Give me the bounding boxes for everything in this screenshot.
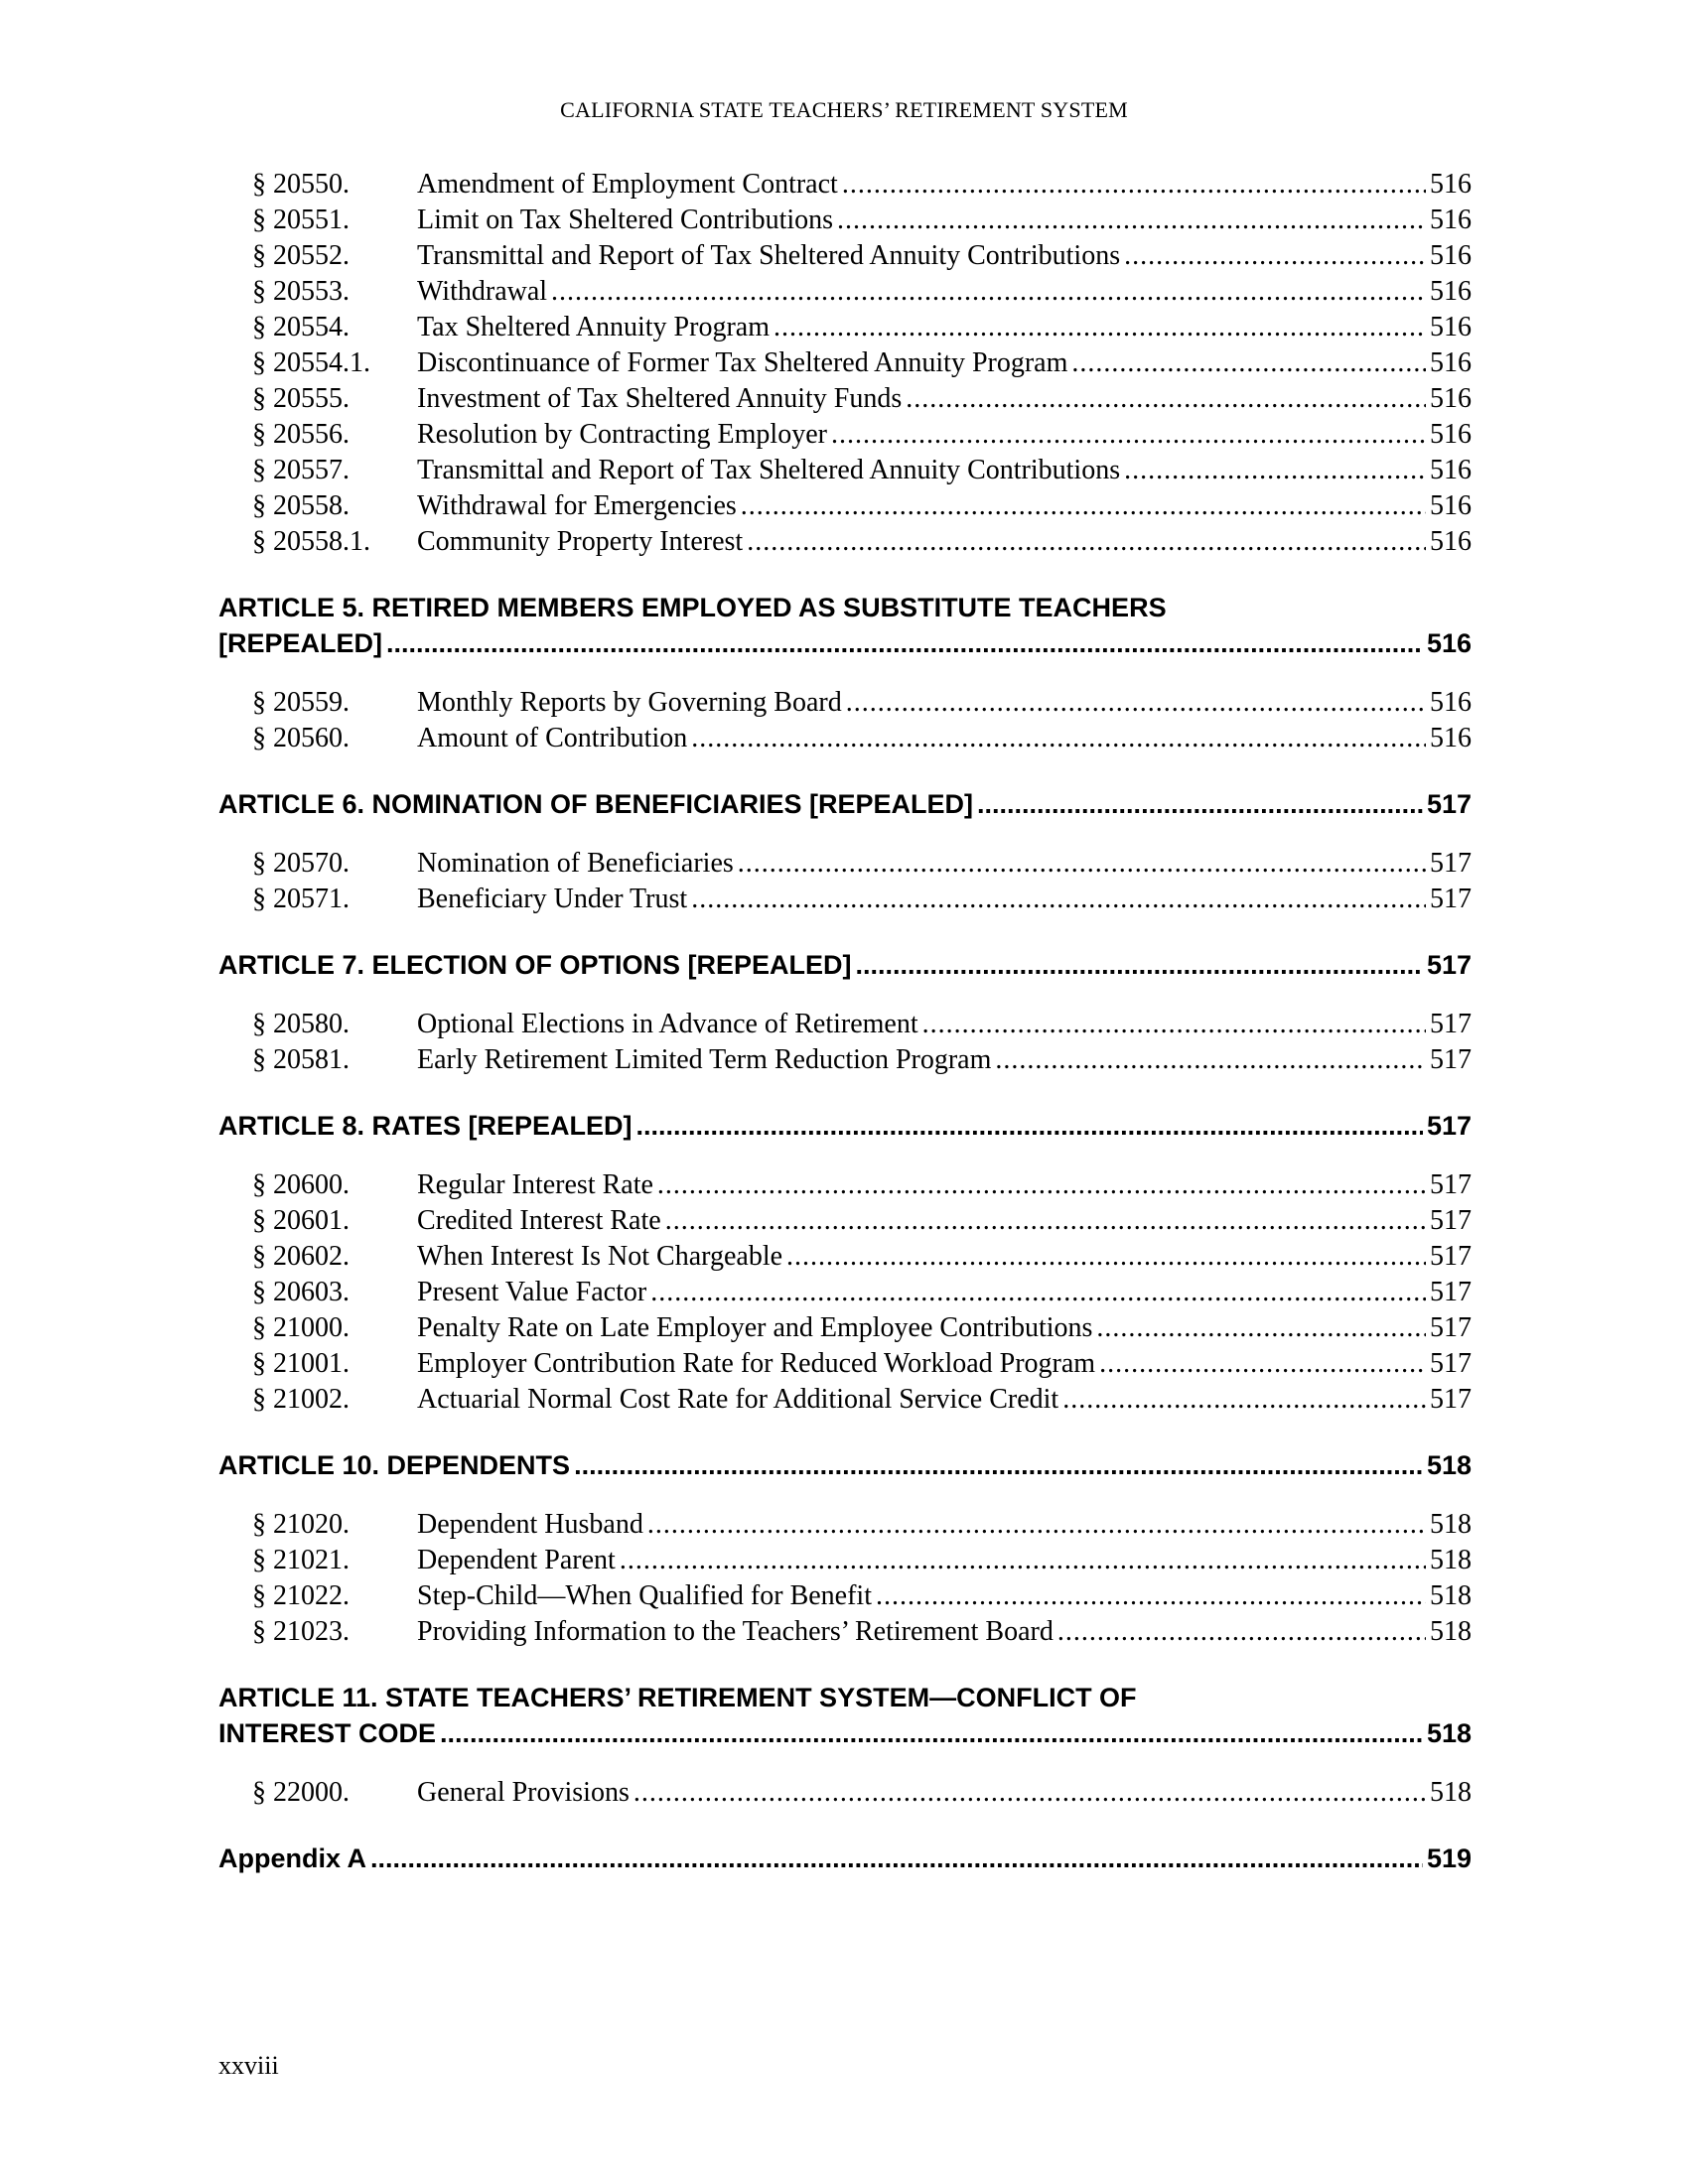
toc-section-entry[interactable]	[218, 882, 1472, 917]
toc-section-entry[interactable]	[218, 524, 1472, 560]
section-title: Dependent Husband	[417, 1509, 643, 1540]
section-number: § 22000.	[252, 1777, 350, 1808]
section-title: Present Value Factor	[417, 1277, 647, 1307]
toc-section-entry[interactable]	[218, 1239, 1472, 1275]
article-title: INTEREST CODE	[218, 1718, 437, 1748]
dot-leader	[551, 274, 1426, 310]
dot-leader	[977, 786, 1423, 822]
section-number: § 21020.	[252, 1509, 350, 1540]
section-title: Regular Interest Rate	[417, 1169, 653, 1200]
toc-section-entry[interactable]	[218, 345, 1472, 381]
section-number: § 21001.	[252, 1348, 350, 1379]
toc-section-entry[interactable]	[218, 1382, 1472, 1418]
article-title-row	[218, 1715, 1472, 1751]
dot-leader	[741, 488, 1426, 524]
dot-leader	[647, 1507, 1426, 1543]
section-title: Discontinuance of Former Tax Sheltered Annuity Program	[417, 347, 1068, 378]
section-number: § 20555.	[252, 383, 350, 414]
section-group	[218, 685, 1472, 756]
toc-section-entry[interactable]	[218, 1167, 1472, 1203]
section-page-number: 516	[1430, 383, 1472, 414]
section-page-number: 516	[1430, 687, 1472, 718]
toc-article-entry[interactable]	[218, 786, 1472, 822]
article-title: ARTICLE 6. NOMINATION OF BENEFICIARIES [REPEALED]	[218, 789, 974, 819]
toc-section-entry[interactable]	[218, 274, 1472, 310]
article-title-row	[218, 1841, 1472, 1876]
section-number: § 20554.	[252, 312, 350, 342]
section-title: Transmittal and Report of Tax Sheltered Annuity Contributions	[417, 240, 1121, 271]
running-header: CALIFORNIA STATE TEACHERS’ RETIREMENT SYSTEM	[560, 97, 1128, 122]
article-title-row	[218, 947, 1472, 983]
dot-leader	[747, 524, 1426, 560]
dot-leader	[1124, 238, 1426, 274]
section-number: § 20571.	[252, 884, 350, 914]
dot-leader	[786, 1239, 1426, 1275]
article-title-line: ARTICLE 5. RETIRED MEMBERS EMPLOYED AS SUBSTITUTE TEACHERS	[218, 593, 1167, 622]
article-page-number: 517	[1426, 950, 1472, 980]
section-page-number: 517	[1430, 1009, 1472, 1039]
article-title-row	[218, 625, 1472, 661]
section-page-number: 517	[1430, 1348, 1472, 1379]
section-title: Nomination of Beneficiaries	[417, 848, 734, 879]
section-number: § 20551.	[252, 205, 350, 235]
toc-section-entry[interactable]	[218, 453, 1472, 488]
section-number: § 20600.	[252, 1169, 350, 1200]
section-title: Monthly Reports by Governing Board	[417, 687, 842, 718]
section-number: § 20552.	[252, 240, 350, 271]
article-title-row	[218, 1108, 1472, 1144]
section-page-number: 518	[1430, 1616, 1472, 1647]
dot-leader	[876, 1578, 1426, 1614]
dot-leader	[1062, 1382, 1426, 1418]
dot-leader	[691, 882, 1426, 917]
dot-leader	[1096, 1310, 1426, 1346]
section-page-number: 516	[1430, 169, 1472, 200]
section-title: Investment of Tax Sheltered Annuity Funds	[417, 383, 903, 414]
section-title: General Provisions	[417, 1777, 630, 1808]
section-number: § 20581.	[252, 1044, 350, 1075]
section-number: § 20553.	[252, 276, 350, 307]
toc-article-entry[interactable]	[218, 1447, 1472, 1483]
section-group	[218, 1775, 1472, 1811]
dot-leader	[574, 1447, 1423, 1483]
toc-section-entry[interactable]	[218, 1578, 1472, 1614]
section-title: Employer Contribution Rate for Reduced Workload Program	[417, 1348, 1096, 1379]
section-group	[218, 167, 1472, 560]
toc-section-entry[interactable]	[218, 167, 1472, 203]
article-title: ARTICLE 10. DEPENDENTS	[218, 1450, 571, 1480]
toc-section-entry[interactable]	[218, 1007, 1472, 1042]
section-title: Transmittal and Report of Tax Sheltered Annuity Contributions	[417, 455, 1121, 485]
dot-leader	[620, 1543, 1426, 1578]
section-title: Amendment of Employment Contract	[417, 169, 838, 200]
section-page-number: 518	[1430, 1777, 1472, 1808]
toc-section-entry[interactable]	[218, 1346, 1472, 1382]
dot-leader	[906, 381, 1426, 417]
toc-section-entry[interactable]	[218, 1042, 1472, 1078]
table-of-contents	[218, 167, 1472, 1900]
dot-leader	[837, 203, 1426, 238]
section-group	[218, 1507, 1472, 1650]
dot-leader	[1124, 453, 1426, 488]
toc-section-entry[interactable]	[218, 488, 1472, 524]
section-page-number: 517	[1430, 1044, 1472, 1075]
article-title-row	[218, 786, 1472, 822]
section-page-number: 517	[1430, 884, 1472, 914]
section-page-number: 518	[1430, 1545, 1472, 1575]
section-number: § 21022.	[252, 1580, 350, 1611]
section-page-number: 516	[1430, 240, 1472, 271]
section-page-number: 518	[1430, 1509, 1472, 1540]
toc-section-entry[interactable]	[218, 203, 1472, 238]
toc-section-entry[interactable]	[218, 721, 1472, 756]
section-group	[218, 846, 1472, 917]
section-title: Community Property Interest	[417, 526, 744, 557]
toc-section-entry[interactable]	[218, 417, 1472, 453]
section-number: § 21002.	[252, 1384, 350, 1415]
section-title: Amount of Contribution	[417, 723, 688, 753]
section-number: § 20602.	[252, 1241, 350, 1272]
dot-leader	[665, 1203, 1426, 1239]
toc-article-entry[interactable]	[218, 590, 1472, 661]
section-number: § 21021.	[252, 1545, 350, 1575]
section-page-number: 517	[1430, 1241, 1472, 1272]
article-page-number: 518	[1426, 1718, 1472, 1748]
section-page-number: 518	[1430, 1580, 1472, 1611]
section-title: Early Retirement Limited Term Reduction Program	[417, 1044, 992, 1075]
toc-article-entry[interactable]	[218, 1680, 1472, 1751]
section-title: Limit on Tax Sheltered Contributions	[417, 205, 834, 235]
section-number: § 20556.	[252, 419, 350, 450]
section-page-number: 516	[1430, 455, 1472, 485]
section-number: § 20601.	[252, 1205, 350, 1236]
page-number: xxviii	[218, 2051, 279, 2080]
article-page-number: 516	[1426, 628, 1472, 658]
section-page-number: 517	[1430, 1384, 1472, 1415]
section-number: § 21000.	[252, 1312, 350, 1343]
section-title: Actuarial Normal Cost Rate for Additional Service Credit	[417, 1384, 1059, 1415]
section-title: Providing Information to the Teachers’ Retirement Board	[417, 1616, 1054, 1647]
dot-leader	[856, 947, 1423, 983]
dot-leader	[386, 625, 1423, 661]
section-number: § 20558.1.	[252, 526, 370, 557]
section-number: § 20603.	[252, 1277, 350, 1307]
toc-article-entry[interactable]	[218, 947, 1472, 983]
dot-leader	[842, 167, 1426, 203]
section-title: Tax Sheltered Annuity Program	[417, 312, 770, 342]
section-page-number: 517	[1430, 1169, 1472, 1200]
section-title: Credited Interest Rate	[417, 1205, 661, 1236]
section-title: Withdrawal	[417, 276, 548, 307]
toc-section-entry[interactable]	[218, 685, 1472, 721]
toc-section-entry[interactable]	[218, 1543, 1472, 1578]
section-title: Beneficiary Under Trust	[417, 884, 688, 914]
article-title: ARTICLE 7. ELECTION OF OPTIONS [REPEALED]	[218, 950, 852, 980]
dot-leader	[774, 310, 1426, 345]
section-page-number: 516	[1430, 312, 1472, 342]
dot-leader	[440, 1715, 1423, 1751]
toc-section-entry[interactable]	[218, 1507, 1472, 1543]
section-title: Step-Child—When Qualified for Benefit	[417, 1580, 872, 1611]
dot-leader	[1099, 1346, 1426, 1382]
dot-leader	[846, 685, 1426, 721]
dot-leader	[657, 1167, 1426, 1203]
toc-section-entry[interactable]	[218, 1614, 1472, 1650]
article-title: ARTICLE 8. RATES [REPEALED]	[218, 1111, 633, 1141]
section-title: Optional Elections in Advance of Retirement	[417, 1009, 918, 1039]
toc-section-entry[interactable]	[218, 1275, 1472, 1310]
section-page-number: 517	[1430, 1277, 1472, 1307]
section-page-number: 517	[1430, 848, 1472, 879]
section-page-number: 517	[1430, 1312, 1472, 1343]
toc-section-entry[interactable]	[218, 1775, 1472, 1811]
article-title: [REPEALED]	[218, 628, 383, 658]
article-title-line: ARTICLE 11. STATE TEACHERS’ RETIREMENT SYSTEM—CONFLICT OF	[218, 1683, 1137, 1712]
section-number: § 20550.	[252, 169, 350, 200]
dot-leader	[1071, 345, 1426, 381]
section-title: Penalty Rate on Late Employer and Employee Contributions	[417, 1312, 1093, 1343]
section-number: § 20554.1.	[252, 347, 370, 378]
section-page-number: 516	[1430, 419, 1472, 450]
dot-leader	[636, 1108, 1423, 1144]
section-number: § 20560.	[252, 723, 350, 753]
toc-article-entry[interactable]	[218, 1108, 1472, 1144]
toc-appendix-entry[interactable]	[218, 1841, 1472, 1876]
toc-section-entry[interactable]	[218, 1310, 1472, 1346]
section-title: Resolution by Contracting Employer	[417, 419, 827, 450]
section-page-number: 516	[1430, 490, 1472, 521]
section-title: Dependent Parent	[417, 1545, 616, 1575]
dot-leader	[370, 1841, 1423, 1876]
article-page-number: 517	[1426, 1111, 1472, 1141]
section-group	[218, 1007, 1472, 1078]
dot-leader	[650, 1275, 1426, 1310]
article-page-number: 517	[1426, 789, 1472, 819]
dot-leader	[995, 1042, 1426, 1078]
dot-leader	[1057, 1614, 1426, 1650]
dot-leader	[633, 1775, 1426, 1811]
section-page-number: 516	[1430, 205, 1472, 235]
article-page-number: 518	[1426, 1450, 1472, 1480]
dot-leader	[831, 417, 1426, 453]
section-number: § 20557.	[252, 455, 350, 485]
dot-leader	[738, 846, 1426, 882]
toc-section-entry[interactable]	[218, 846, 1472, 882]
section-page-number: 516	[1430, 276, 1472, 307]
section-title: When Interest Is Not Chargeable	[417, 1241, 783, 1272]
section-number: § 20570.	[252, 848, 350, 879]
section-page-number: 517	[1430, 1205, 1472, 1236]
article-title: Appendix A	[218, 1843, 367, 1873]
toc-section-entry[interactable]	[218, 381, 1472, 417]
section-page-number: 516	[1430, 723, 1472, 753]
section-number: § 20558.	[252, 490, 350, 521]
section-number: § 20580.	[252, 1009, 350, 1039]
section-number: § 20559.	[252, 687, 350, 718]
dot-leader	[922, 1007, 1426, 1042]
section-page-number: 516	[1430, 347, 1472, 378]
section-number: § 21023.	[252, 1616, 350, 1647]
dot-leader	[691, 721, 1426, 756]
article-page-number: 519	[1426, 1843, 1472, 1873]
section-title: Withdrawal for Emergencies	[417, 490, 737, 521]
toc-section-entry[interactable]	[218, 310, 1472, 345]
section-page-number: 516	[1430, 526, 1472, 557]
toc-section-entry[interactable]	[218, 238, 1472, 274]
section-group	[218, 1167, 1472, 1418]
article-title-row	[218, 1447, 1472, 1483]
toc-section-entry[interactable]	[218, 1203, 1472, 1239]
